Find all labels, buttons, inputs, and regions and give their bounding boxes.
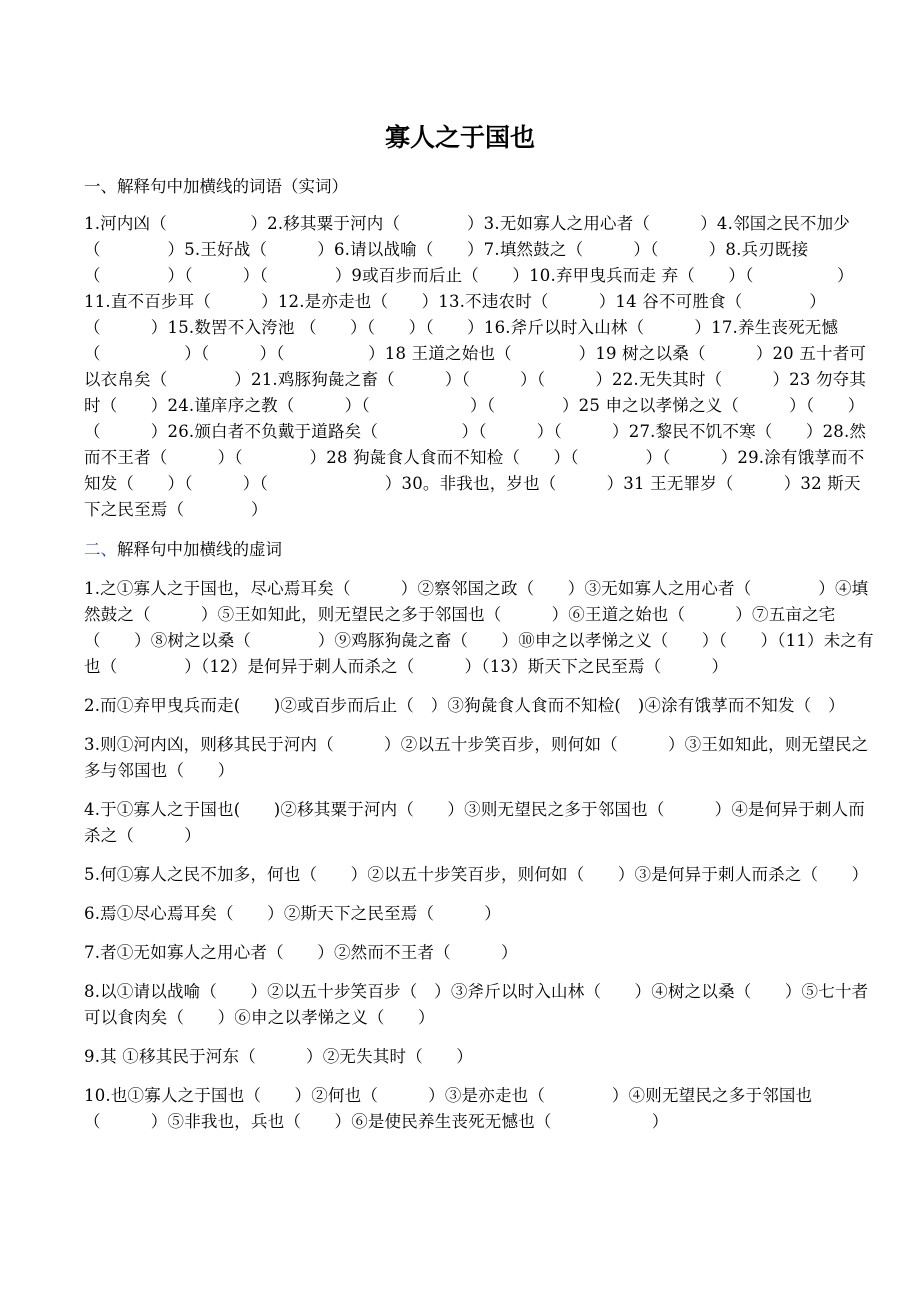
section2-heading-number: 二、 xyxy=(84,540,117,559)
question-yan: 6.焉①尽心焉耳矣（ ）②斯天下之民至焉（ ） xyxy=(84,904,501,923)
section2-heading-text: 解释句中加横线的虚词 xyxy=(117,540,282,559)
section2-heading xyxy=(84,538,874,562)
question-zhi: 1.之①寡人之于国也，尽心焉耳矣（ ）②察邻国之政（ ）③无如寡人之用心者（ ）④填然鼓之（ ）⑤王如知此，则无望民之多于邻国也（ ）⑥王道之始也（ ）⑦五亩之宅（ ）⑧树之以桑（ ）⑨鸡豚狗彘之畜（ ）⑩申之以孝悌之义（ ）（ ）（11）未之有也（ ）（12）是何异于刺人而杀之（ ）（13）斯天下之民至焉（ ） xyxy=(84,579,874,676)
question-ze: 3.则①河内凶，则移其民于河内（ ）②以五十步笑百步，则何如（ ）③王如知此，则无望民之多与邻国也（ ） xyxy=(84,735,869,780)
question-yi: 8.以①请以战喻（ ）②以五十步笑百步（ ）③斧斤以时入山林（ ）④树之以桑（ ）⑤七十者可以食肉矣（ ）⑥申之以孝悌之义（ ） xyxy=(84,982,869,1027)
question-zhe: 7.者①无如寡人之用心者（ ）②然而不王者（ ） xyxy=(84,943,518,962)
question-yu: 4.于①寡人之于国也( )②移其粟于河内（ ）③则无望民之多于邻国也（ ）④是何异于刺人而杀之（ ） xyxy=(84,800,865,845)
question-qi: 9.其 ①移其民于河东（ ）②无失其时（ ） xyxy=(84,1047,473,1066)
section1-questions: 1.河内凶（ ）2.移其粟于河内（ ）3.无如寡人之用心者（ ）4.邻国之民不加少（ ）5.王好战（ ）6.请以战喻（ ）7.填然鼓之（ ）（ ）8.兵刃既接 （ ）（ ）（ ）9或百步而后止（ ）10.弃甲曳兵而走 弃（ ）（ ）11.直不百步耳（ ）12.是亦走也（ ）13.不违农时（ ）14 谷不可胜食（ ）（ ）15.数罟不入洿池 （ ）（ ）（ ）16.斧斤以时入山林（ ）17.养生丧死无憾（ ）（ ）（ ）18 王道之始也（ ）19 树之以桑（ ）20 五十者可以衣帛矣（ ）21.鸡豚狗彘之畜（ ）（ ）（ ）22.无失其时（ ）23 勿夺其时（ ）24.谨庠序之教（ ）（ ）（ ）25 申之以孝悌之义（ ）（ ）（ ）26.颁白者不负戴于道路矣（ ）（ ）（ ）27.黎民不饥不寒（ ）28.然而不王者（ ）（ ）28 狗彘食人食而不知检（ ）（ ）（ ）29.涂有饿莩而不知发（ ）（ ）（ ）30。非我也，岁也（ ）31 王无罪岁（ ）32 斯天下之民至焉（ ） xyxy=(84,214,867,519)
document-title: 寡人之于国也 xyxy=(384,123,535,152)
question-er: 2.而①弃甲曳兵而走( )②或百步而后止（ ）③狗彘食人食而不知检( )④涂有饿莩而不知发（ ） xyxy=(84,696,845,715)
question-he: 5.何①寡人之民不加多，何也（ ）②以五十步笑百步，则何如（ ）③是何异于刺人而杀之（ ） xyxy=(84,865,869,884)
question-ye: 10.也①寡人之于国也（ ）②何也（ ）③是亦走也（ ）④则无望民之多于邻国也（ ）⑤非我也，兵也（ ）⑥是使民养生丧死无憾也（ ） xyxy=(84,1086,813,1131)
section2-questions xyxy=(84,576,874,1148)
section1-heading: 一、解释句中加横线的词语（实词） xyxy=(84,177,348,196)
